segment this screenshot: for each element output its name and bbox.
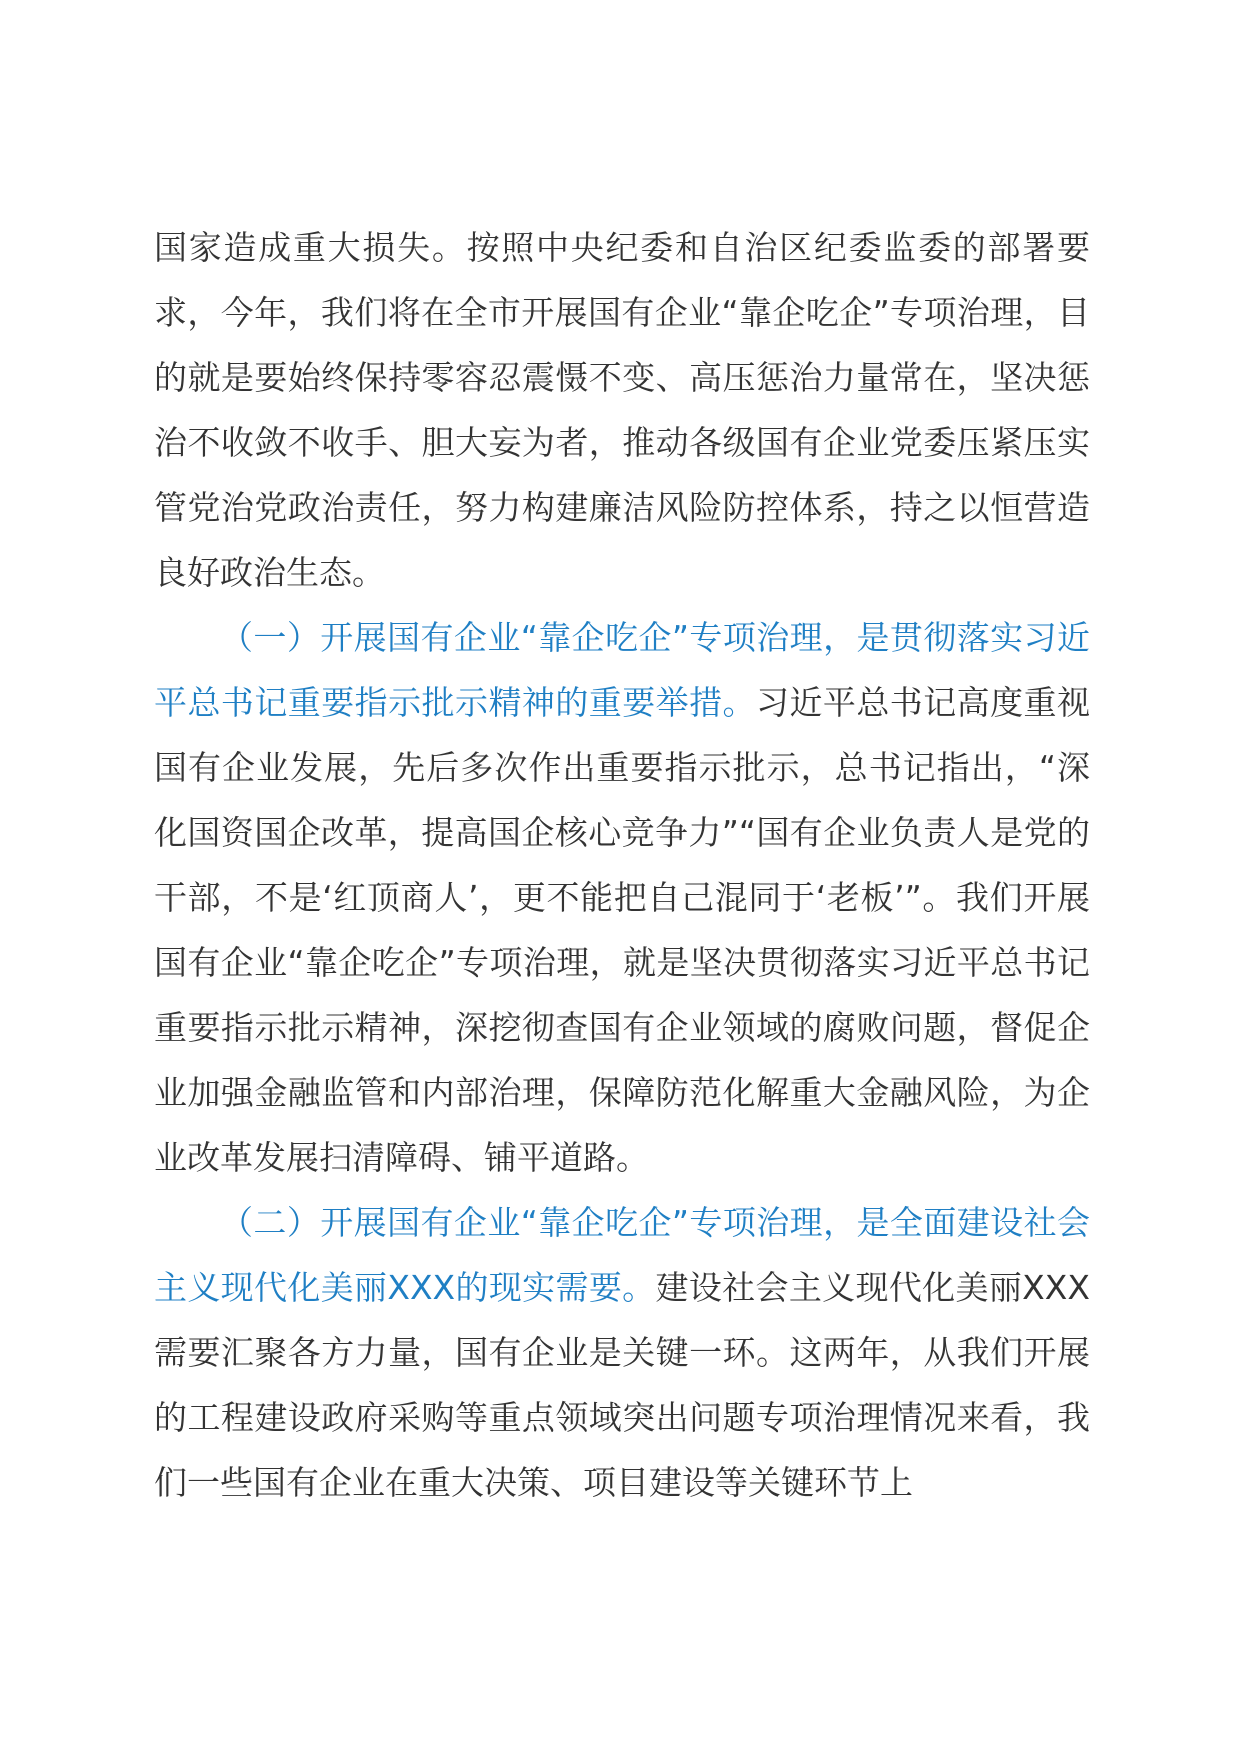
paragraph-text: 习近平总书记高度重视国有企业发展，先后多次作出重要指示批示，总书记指出，“深化国资国企改革，提高国企核心竞争力”“国有企业负责人是党的干部，不是‘红顶商人’，更不能把自己混同于‘老板’”。我们开展国有企业“靠企吃企”专项治理，就是坚决贯彻落实习近平总书记重要指示批示精神，深挖彻查国有企业领域的腐败问题，督促企业加强金融监管和内部治理，保障防范化解重大金融风险，为企业改革发展扫清障碍、铺平道路。 <box>154 683 1091 1177</box>
paragraph-section-2 <box>154 1190 1090 1515</box>
paragraph-text: 建设社会主义现代化美丽XXX需要汇聚各方力量，国有企业是关键一环。这两年，从我们开展的工程建设政府采购等重点领域突出问题专项治理情况来看，我们一些国有企业在重大决策、项目建设等关键环节上 <box>154 1268 1090 1502</box>
paragraph-text: 国家造成重大损失。按照中央纪委和自治区纪委监委的部署要求，今年，我们将在全市开展国有企业“靠企吃企”专项治理，目的就是要始终保持零容忍震慑不变、高压惩治力量常在，坚决惩治不收敛不收手、胆大妄为者，推动各级国有企业党委压紧压实管党治党政治责任，努力构建廉洁风险防控体系，持之以恒营造良好政治生态。 <box>154 228 1090 592</box>
paragraph-intro <box>154 215 1090 605</box>
document-body <box>154 215 1090 1515</box>
section-heading: （二）开展国有企业“靠企吃企”专项治理，是全面建设社会主义现代化美丽XXX的现实需要。 <box>154 1203 1090 1307</box>
section-heading: （一）开展国有企业“靠企吃企”专项治理，是贯彻落实习近平总书记重要指示批示精神的重要举措。 <box>154 618 1090 722</box>
paragraph-section-1 <box>154 605 1090 1190</box>
